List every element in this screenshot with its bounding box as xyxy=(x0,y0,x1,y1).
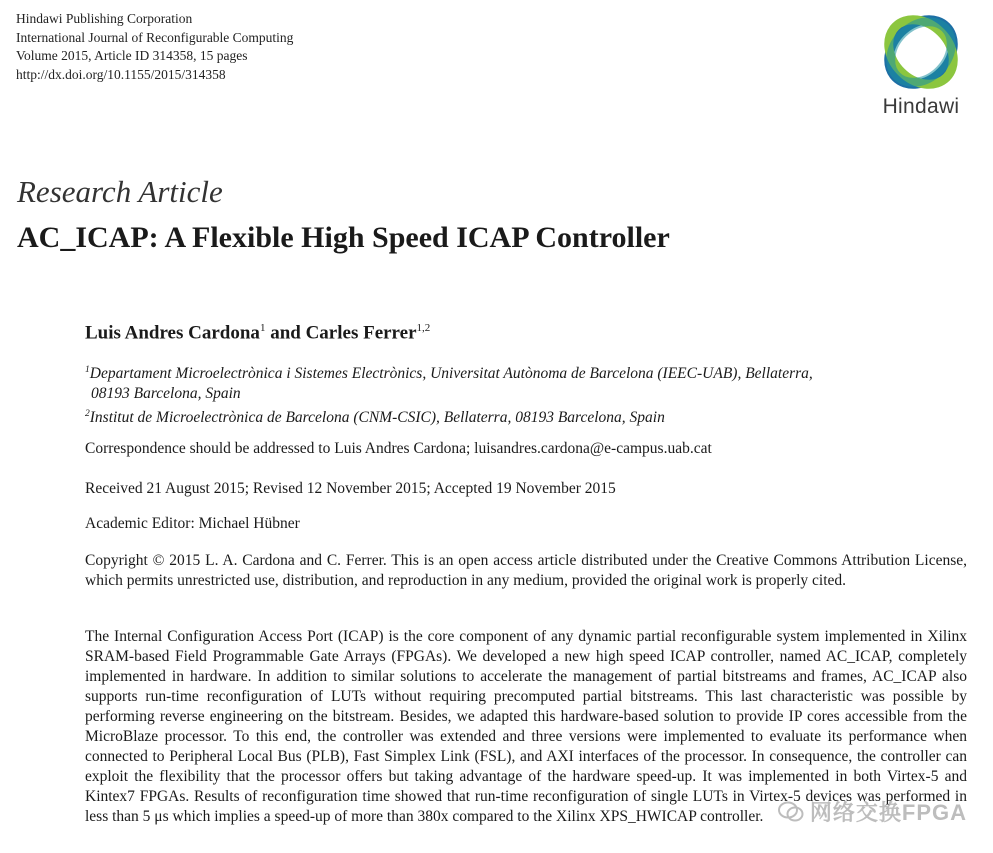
hindawi-logo-icon xyxy=(873,12,969,92)
hindawi-logo xyxy=(871,12,971,119)
article-type: Research Article xyxy=(17,174,223,209)
copyright-notice: Copyright © 2015 L. A. Cardona and C. Ferrer. This is an open access article distributed under the Creative Commons Attribution License, which permits unrestricted use, distribution, and reproduction in any medium, provided the original work is properly cited. xyxy=(85,552,967,589)
affiliation-marker: 2 xyxy=(85,409,90,420)
affiliation-text: 08193 Barcelona, Spain xyxy=(91,385,241,403)
author-affiliation-marker: 1,2 xyxy=(416,322,431,334)
wechat-icon xyxy=(778,801,804,823)
article-title: AC_ICAP: A Flexible High Speed ICAP Controller xyxy=(17,221,670,254)
author-conjunction: and xyxy=(265,322,306,344)
author-list xyxy=(85,322,430,344)
journal-name: International Journal of Reconfigurable Computing xyxy=(16,29,294,45)
doi-link[interactable]: http://dx.doi.org/10.1155/2015/314358 xyxy=(16,66,226,82)
author-affiliation-marker: 1 xyxy=(259,322,266,334)
watermark xyxy=(778,796,967,827)
received-dates: Received 21 August 2015; Revised 12 November 2015; Accepted 19 November 2015 xyxy=(85,480,616,497)
affiliation-text: Departament Microelectrònica i Sistemes Electrònics, Universitat Autònoma de Barcelona (IEEC-UAB), Bellaterra, xyxy=(89,365,813,383)
correspondence: Correspondence should be addressed to Luis Andres Cardona; luisandres.cardona@e-campus.uab.cat xyxy=(85,440,712,457)
volume-info: Volume 2015, Article ID 314358, 15 pages xyxy=(16,48,248,63)
affiliation-item xyxy=(85,360,925,384)
author-name: Carles Ferrer xyxy=(305,322,417,344)
author-name: Luis Andres Cardona xyxy=(85,322,260,344)
affiliation-item xyxy=(85,404,925,428)
logo-text: Hindawi xyxy=(882,95,960,118)
publisher-name: Hindawi Publishing Corporation xyxy=(16,11,193,26)
academic-editor: Academic Editor: Michael Hübner xyxy=(85,515,300,532)
affiliations xyxy=(85,360,925,428)
affiliation-marker: 1 xyxy=(85,365,90,375)
affiliation-text: Institut de Microelectrònica de Barcelona (CNM-CSIC), Bellaterra, 08193 Barcelona, Spain xyxy=(89,409,665,427)
journal-header xyxy=(16,10,293,84)
watermark-text: 网络交换FPGA xyxy=(809,800,967,825)
abstract-text: The Internal Configuration Access Port (ICAP) is the core component of any dynamic partial reconfigurable system implemented in Xilinx SRAM-based Field Programmable Gate Arrays (FPGAs). We developed a new high speed ICAP controller, named AC_ICAP, completely implemented in hardware. In addition to similar solutions to accelerate the management of partial bitstreams and frames, AC_ICAP also supports run-time reconfiguration of LUTs without requiring precomputed partial bitstreams. This last characteristic was possible by performing reverse engineering on the bitstream. Besides, we adapted this hardware-based solution to provide IP cores accessible from the MicroBlaze processor. To this end, the controller was extended and three versions were implemented to evaluate its performance when connected to Peripheral Local Bus (PLB), Fast Simplex Link (FSL), and AXI interfaces of the processor. In consequence, the controller can exploit the flexibility that the processor offers but taking advantage of the hardware speed-up. It was implemented in both Virtex-5 and Kintex7 FPGAs. Results of reconfiguration time showed that run-time reconfiguration of single LUTs in Virtex-5 devices was performed in less than 5 μs which implies a speed-up of more than 380x compared to the Xilinx XPS_HWICAP controller. xyxy=(85,628,967,825)
